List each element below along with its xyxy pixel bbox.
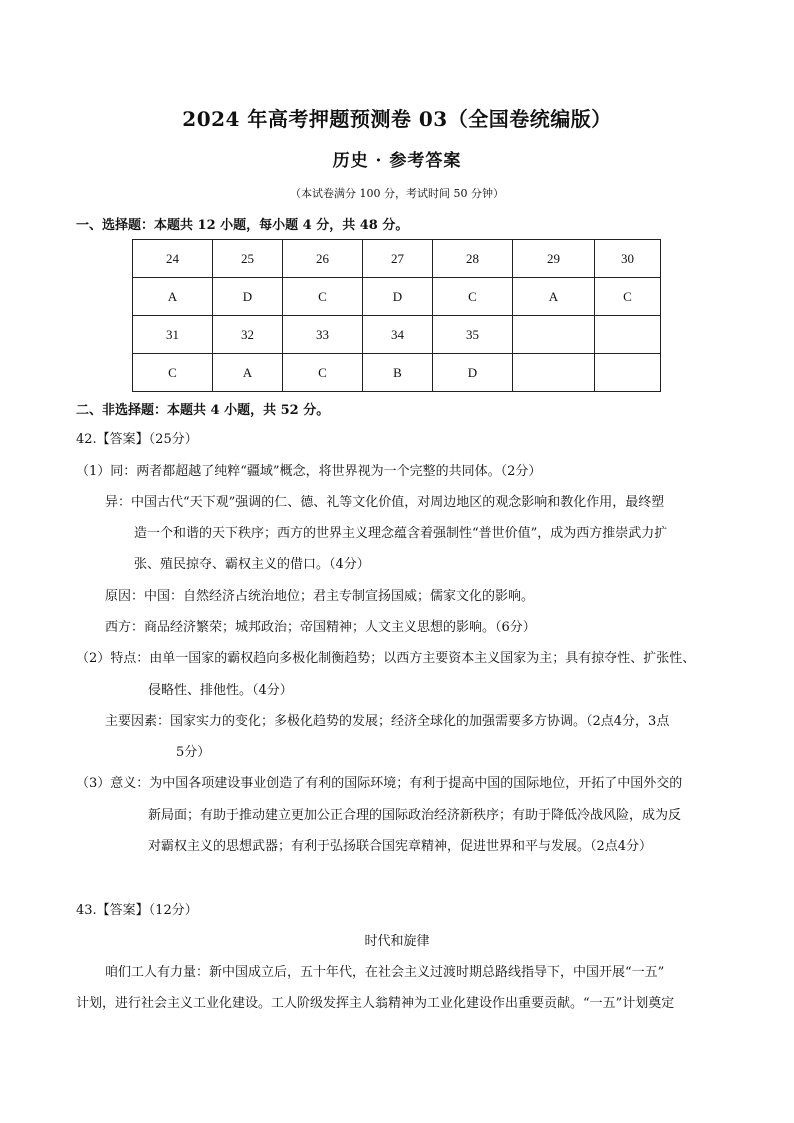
answer-cell: D: [433, 354, 513, 392]
table-row: [133, 240, 661, 278]
answer-cell: C: [133, 354, 213, 392]
answer-cell: C: [283, 354, 363, 392]
question-number-cell: 32: [213, 316, 283, 354]
question-number-cell: 34: [363, 316, 433, 354]
section-multiple-choice: 一、选择题：本题共 12 小题，每小题 4 分，共 48 分。: [76, 218, 409, 233]
answer-line: 新局面；有助于推动建立更加公正合理的国际政治经济新秩序；有助于降低冷战风险，成为反: [148, 808, 682, 823]
question-number-cell: [595, 316, 661, 354]
question-number-cell: 26: [283, 240, 363, 278]
answer-line: 主要因素：国家实力的变化；多极化趋势的发展；经济全球化的加强需要多方协调。（2点4分，3点: [105, 714, 670, 729]
answer-cell: B: [363, 354, 433, 392]
essay-title: 时代和旋律: [364, 934, 430, 949]
essay-line: 计划，进行社会主义工业化建设。工人阶级发挥主人翁精神为工业化建设作出重要贡献。“一五”计划奠定: [76, 996, 675, 1011]
page-subtitle: 历史 · 参考答案: [332, 151, 462, 171]
answer-line: 西方：商品经济繁荣；城邦政治；帝国精神；人文主义思想的影响。（6分）: [105, 620, 536, 635]
question-number-cell: 31: [133, 316, 213, 354]
question-42-heading: 42.【答案】（25分）: [76, 432, 198, 447]
answer-line: 侵略性、排他性。（4分）: [148, 683, 293, 698]
answer-cell: C: [283, 278, 363, 316]
question-43-heading: 43.【答案】（12分）: [76, 903, 198, 918]
question-number-cell: [513, 316, 595, 354]
exam-note: （本试卷满分 100 分，考试时间 50 分钟）: [290, 187, 504, 200]
answer-cell: C: [433, 278, 513, 316]
table-row: [133, 316, 661, 354]
answer-cell: [595, 354, 661, 392]
answer-line: 原因：中国：自然经济占统治地位；君主专制宣扬国威；儒家文化的影响。: [105, 589, 535, 604]
answer-line: （2）特点：由单一国家的霸权趋向多极化制衡趋势；以西方主要资本主义国家为主；具有掠夺性、扩张性、: [76, 651, 696, 666]
answer-cell: C: [595, 278, 661, 316]
answer-line: 对霸权主义的思想武器；有利于弘扬联合国宪章精神，促进世界和平与发展。（2点4分）: [148, 839, 653, 854]
answer-line: 5分）: [176, 745, 211, 760]
question-number-cell: 24: [133, 240, 213, 278]
answer-cell: D: [213, 278, 283, 316]
answer-line: 造一个和谐的天下秩序；西方的世界主义理念蕴含着强制性“普世价值”，成为西方推崇武力扩: [134, 526, 668, 541]
section-non-choice: 二、非选择题：本题共 4 小题，共 52 分。: [76, 403, 330, 418]
answer-line: 张、殖民掠夺、霸权主义的借口。（4分）: [134, 557, 370, 572]
question-number-cell: 35: [433, 316, 513, 354]
table-row: [133, 278, 661, 316]
answer-cell: A: [513, 278, 595, 316]
answer-cell: A: [213, 354, 283, 392]
answer-cell: D: [363, 278, 433, 316]
essay-line: 咱们工人有力量：新中国成立后，五十年代，在社会主义过渡时期总路线指导下，中国开展“一五”: [105, 965, 665, 980]
answer-line: （3）意义：为中国各项建设事业创造了有利的国际环境；有利于提高中国的国际地位，开拓了中国外交的: [76, 776, 683, 791]
page-title: 2024 年高考押题预测卷 03（全国卷统编版）: [182, 107, 612, 131]
answer-table: [132, 239, 661, 392]
question-number-cell: 28: [433, 240, 513, 278]
question-number-cell: 27: [363, 240, 433, 278]
answer-cell: [513, 354, 595, 392]
question-number-cell: 30: [595, 240, 661, 278]
question-number-cell: 33: [283, 316, 363, 354]
question-number-cell: 29: [513, 240, 595, 278]
answer-line: （1）同：两者都超越了纯粹“疆域”概念，将世界视为一个完整的共同体。（2分）: [76, 464, 542, 479]
answer-line: 异：中国古代“天下观”强调的仁、德、礼等文化价值，对周边地区的观念影响和教化作用，最终塑: [105, 495, 665, 510]
answer-cell: A: [133, 278, 213, 316]
table-row: [133, 354, 661, 392]
question-number-cell: 25: [213, 240, 283, 278]
